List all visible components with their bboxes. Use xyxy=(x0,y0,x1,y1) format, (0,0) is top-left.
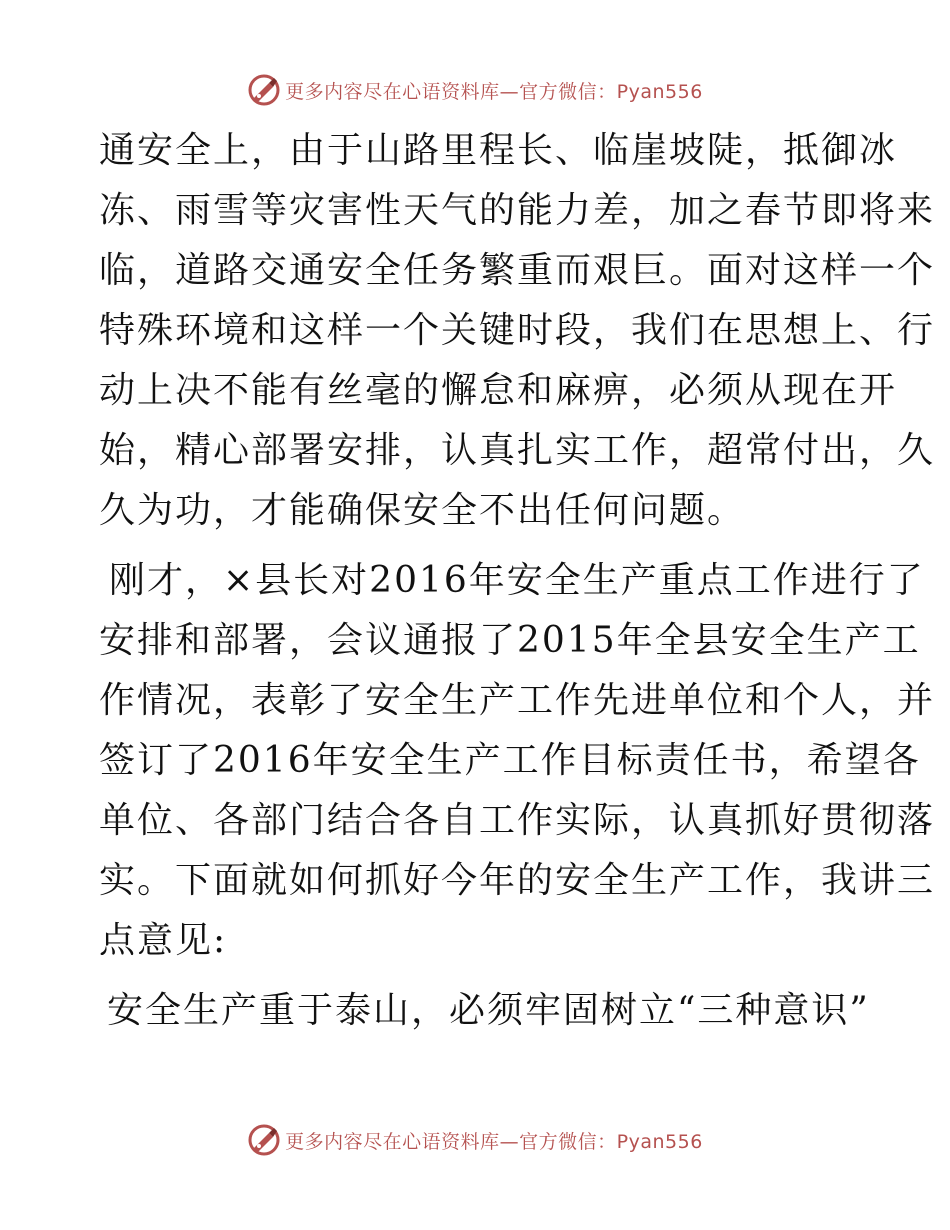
header-banner xyxy=(0,70,950,110)
text-line: 特殊环境和这样一个关键时段，我们在思想上、行 xyxy=(99,310,936,351)
text-line: 始，精心部署安排，认真扎实工作，超常付出，久 xyxy=(99,430,936,471)
text-line: 作情况，表彰了安全生产工作先进单位和个人，并 xyxy=(99,680,936,721)
pen-logo-icon xyxy=(247,73,281,107)
text-line: 临，道路交通安全任务繁重而艰巨。面对这样一个 xyxy=(99,250,936,291)
pen-logo-icon xyxy=(247,1123,281,1157)
text-line: 签订了2016年安全生产工作目标责任书，希望各 xyxy=(99,740,921,781)
footer-banner xyxy=(0,1120,950,1160)
text-line: 久为功，才能确保安全不出任何问题。 xyxy=(99,490,746,531)
paragraph-1 xyxy=(99,121,936,541)
text-line: 实。下面就如何抓好今年的安全生产工作，我讲三 xyxy=(99,860,936,901)
text-line: 冻、雨雪等灾害性天气的能力差，加之春节即将来 xyxy=(99,190,936,231)
section-heading: 安全生产重于泰山，必须牢固树立“三种意识” xyxy=(107,990,870,1031)
header-banner-text: 更多内容尽在心语资料库—官方微信：Pyan556 xyxy=(285,80,703,103)
text-line: 刚才，×县长对2016年安全生产重点工作进行了 xyxy=(109,560,925,601)
text-line: 通安全上，由于山路里程长、临崖坡陡，抵御冰 xyxy=(99,130,898,171)
text-line: 安排和部署，会议通报了2015年全县安全生产工 xyxy=(99,620,921,661)
footer-banner-text: 更多内容尽在心语资料库—官方微信：Pyan556 xyxy=(285,1130,703,1153)
paragraph-2 xyxy=(99,551,936,971)
document-body xyxy=(99,121,936,1041)
text-line: 动上决不能有丝毫的懈怠和麻痹，必须从现在开 xyxy=(99,370,898,411)
text-line: 单位、各部门结合各自工作实际，认真抓好贯彻落 xyxy=(99,800,936,841)
text-line: 点意见: xyxy=(99,920,228,961)
